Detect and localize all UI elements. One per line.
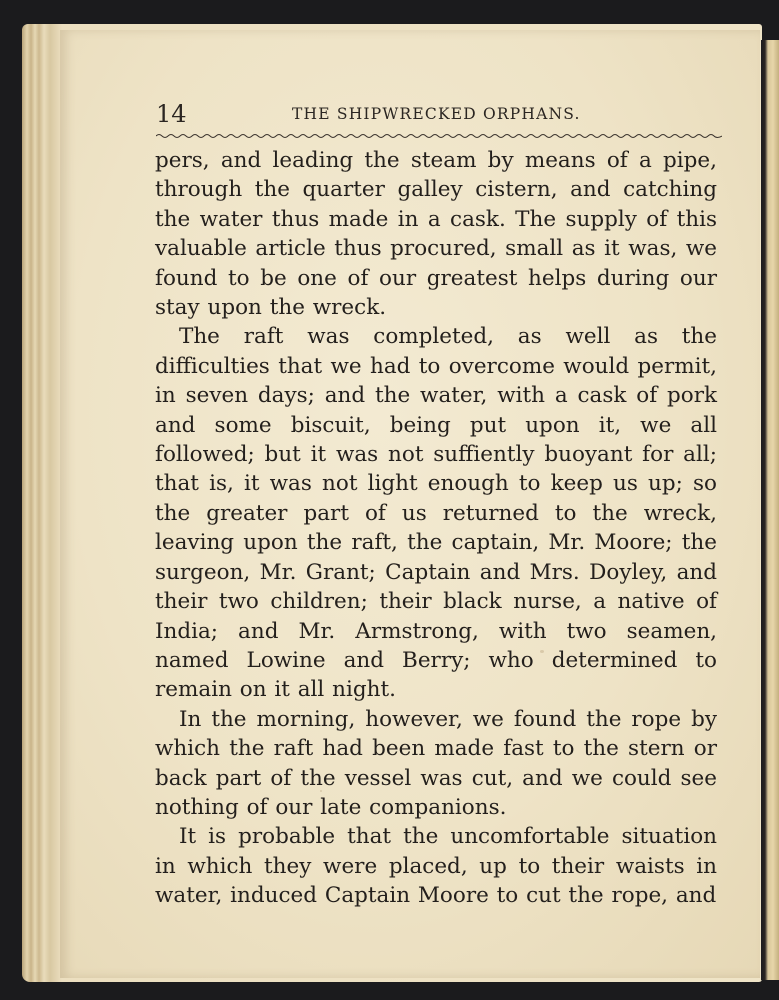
page-number: 14 <box>156 100 187 128</box>
header-wavy-rule <box>156 132 722 140</box>
paragraph-1: pers, and leading the steam by means of a pipe, through the quarter galley cistern, and catching the water thus made in a cask. The supply of this valuable article thus procured, small as it was, we found to be one of our greatest helps during our stay upon the wreck. <box>155 148 717 321</box>
body-text <box>155 146 717 911</box>
running-title: THE SHIPWRECKED ORPHANS. <box>292 105 581 123</box>
page-header <box>156 96 722 136</box>
facing-page-edge <box>761 40 779 980</box>
paragraph-2: The raft was completed, as well as the difficulties that we had to overcome would permit, in seven days; and the water, with a cask of pork and some biscuit, being put upon it, we all followed; but it was not suffiently buoyant for all; that is, it was not light enough to keep us up; so the greater part of us returned to the wreck, leaving upon the raft, the captain, Mr. Moore; the surgeon, Mr. Grant; Captain and Mrs. Doyley, and their two children; their black nurse, a native of India; and Mr. Armstrong, with two seamen, named Lowine and Berry; who determined to remain on it all night. <box>155 324 717 703</box>
paragraph-4: It is probable that the uncomfortable situation in which they were placed, up to their waists in water, induced Captain Moore to cut the rope, and <box>155 824 717 909</box>
paragraph-3: In the morning, however, we found the rope by which the raft had been made fast to the stern or back part of the vessel was cut, and we could see nothing of our late companions. <box>155 706 717 820</box>
